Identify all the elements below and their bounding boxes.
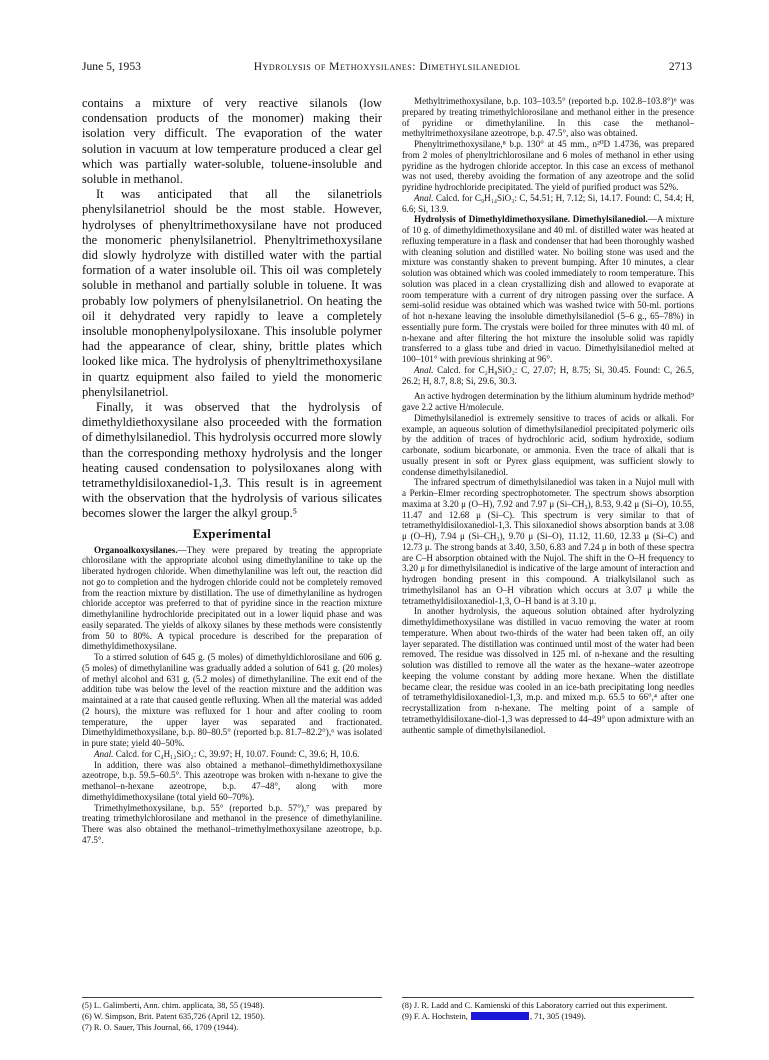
left-column: [82, 96, 382, 846]
footnotes-right: [402, 1000, 694, 1022]
anal-label: Anal.: [414, 364, 434, 375]
left-paragraph-1: contains a mixture of very reactive silanols (low condensation products of the monomer) making their isolation very difficult. The evaporation of the water solution in vacuum at low temperature produced a clear gel which was partially water-soluble, toluene-insoluble and soluble in methanol.: [82, 96, 382, 187]
subsection-heading-hydrolysis: Hydrolysis of Dimethyldimethoxysilane. Dimethylsilanediol.: [414, 214, 648, 225]
phenyltrimethoxysilane-paragraph: Phenyltrimethoxysilane,⁸ b.p. 130° at 45 mm., n²⁰D 1.4736, was prepared from 2 moles of phenyltrichlorosilane and 6 moles of methanol in ether using pyridine as the hydrogen chloride acceptor. In this case an excess of methanol was not used, thereby avoiding the formation of any azeotrope and the solid pyridine hydrochloride precipitated. The yield of purified product was 52%.: [402, 139, 694, 192]
analysis-phenyltrimethoxysilane: Calcd. for C₉H₁₄SiO₃: C, 54.51; H, 7.12; Si, 14.17. Found: C, 54.4; H, 6.6; Si, 13.9.: [402, 192, 694, 214]
anal-label: Anal.: [414, 192, 434, 203]
footnote-rule-right: [402, 997, 694, 998]
header-date: June 5, 1953: [82, 60, 141, 73]
sensitivity-paragraph: Dimethylsilanediol is extremely sensitive to traces of acids or alkali. For example, an aqueous solution of dimethylsilanediol precipitated polymeric oils by the addition of traces of hydrochloric acid, sodium hydroxide, sodium carbonate, sodium bicarbonate, or ammonia. Even the trace of alkali that is usually present in soft or Pyrex glass equipment, was sufficient slowly to condense dimethylsilanediol.: [402, 412, 694, 477]
left-paragraph-3: Finally, it was observed that the hydrolysis of dimethyldiethoxysilane also proceeded with the formation of dimethylsilanediol. This hydrolysis occurred more slowly than the corresponding methoxy hydrolysis and the longer heating caused condensation to polysiloxanes along with tetramethyldisiloxanediol-1,3. This result is in agreement with the observation that the hydrolysis of various silicates becomes slower the larger the alkyl group.⁵: [82, 400, 382, 521]
footnote-6: (6) W. Simpson, Brit. Patent 635,726 (April 12, 1950).: [82, 1012, 265, 1021]
redaction-box: [471, 1012, 529, 1020]
footnote-9: [402, 1011, 694, 1022]
infrared-paragraph: The infrared spectrum of dimethylsilanediol was taken in a Nujol mull with a Perkin–Elmer recording spectrophotometer. The spectrum shows absorption maxima at 3.20 μ (O–H), 7.92 and 7.97 μ (Si–CH₃), 8.53, 9.42 μ (Si–O), 10.55, 11.47 and 12.68 μ (Si–C). This spectrum is very similar to that of tetramethyldisiloxanediol-1,3. This siloxanediol shows absorption bands at 3.08 μ (O–H), 7.94 μ (Si–CH₃), 9.70 μ (Si–O), 11.12, 11.60, 12.33 μ (Si–C) and 12.73 μ. The strong bands at 3.40, 3.50, 6.83 and 7.24 μ in both of these spectra are C–H absorption obtained with the Nujol. The shift in the O–H frequency to 3.20 μ for dimethylsilanediol is indicative of the large amount of interaction and hydrogen bonding present in this compound. A trialkylsilanol such as trimethylsilanol has an O–H vibration which occurs at 3.07 μ while the tetramethyldisiloxanediol-1,3, O–H band is at 3.10 μ.: [402, 477, 694, 606]
footnotes-left: [82, 1000, 382, 1033]
header-title: Hydrolysis of Methoxysilanes: Dimethylsilanediol: [253, 60, 521, 73]
footnote-9-citation: , 71, 305 (1949).: [529, 1012, 586, 1021]
footnote-9-author: (9) F. A. Hochstein,: [402, 1012, 468, 1021]
procedure-paragraph: To a stirred solution of 645 g. (5 moles) of dimethyldichlorosilane and 606 g. (5 moles) of dimethylaniline was gradually added a solution of 641 g. (20 moles) of methyl alcohol and 631 g. (5.2 moles) of dimethylaniline. The exit end of the addition tube was below the level of the reaction mixture and the addition was maintained at a rate that caused gentle refluxing. When all the material was added (2 hours), the mixture was refluxed for 1 hour and after cooling to room temperature, the upper layer was separated and fractionated. Dimethyldimethoxysilane, b.p. 80–80.5° (reported b.p. 81.7–82.2°),⁶ was isolated in pure state; yield 40–50%.: [82, 652, 382, 749]
right-column: [402, 96, 694, 735]
anal-label: Anal.: [94, 748, 114, 759]
vacuum-hydrolysis-paragraph: In another hydrolysis, the aqueous solution obtained after hydrolyzing dimethyldimethoxysilane was distilled in vacuo removing the water at room temperature. When about two-thirds of the water had been taken off, an oily layer separated. The distillation was continued until most of the water had been removed. The residue was dissolved in 125 ml. of n-hexane and the resulting solution was distilled to remove all the water as the hexane–water azeotrope keeping the volume constant by adding more hexane. When the distillate became clear, the residue was cooled in an ice-bath precipitating long needles of tetramethyldisiloxanediol-1,3, m.p. and mixed m.p. 65.5 to 66°,⁴ after one recrystallization from n-hexane. The melting point of a sample of tetramethyldisiloxane-diol-1,3 was depressed to 44–49° upon admixture with an authentic sample of dimethylsilanediol.: [402, 606, 694, 735]
methyltrimethoxysilane-paragraph: Methyltrimethoxysilane, b.p. 103–103.5° (reported b.p. 102.8–103.8°)⁶ was prepared by treating trimethylchlorosilane and methanol either in the presence of pyridine or dimethylaniline. In this case the methanol–methyltrimethoxysilane azeotrope, b.p. 47.5°, also was obtained.: [402, 96, 694, 139]
footnote-rule-left: [82, 997, 382, 998]
analysis-dimethylsilanediol: Calcd. for C₂H₈SiO₂: C, 27.07; H, 8.75; Si, 30.45. Found: C, 26.5, 26.2; H, 8.7, 8.8; Si, 29.6, 30.3.: [402, 364, 694, 386]
section-heading-experimental: Experimental: [192, 526, 272, 541]
trimethylmethoxysilane-paragraph: Trimethylmethoxysilane, b.p. 55° (reported b.p. 57°),⁷ was prepared by treating trimethylchlorosilane and methanol in the presence of dimethylaniline. There was also obtained the methanol–trimethylmethoxysilane azeotrope, b.p. 47.5°.: [82, 802, 382, 845]
footnote-7: (7) R. O. Sauer, This Journal, 66, 1709 (1944).: [82, 1023, 239, 1032]
footnote-5: (5) L. Galimberti, Ann. chim. applicata, 38, 55 (1948).: [82, 1001, 265, 1010]
analysis-dimethyldimethoxysilane: Calcd. for C₄H₁₂SiO₂: C, 39.97; H, 10.07. Found: C, 39.6; H, 10.6.: [113, 748, 360, 759]
subsection-heading-organoalkoxysilanes: Organoalkoxysilanes.: [94, 544, 178, 555]
azeotrope-paragraph: In addition, there was also obtained a methanol–dimethyldimethoxysilane azeotrope, b.p. 59.5–60.5°. This azeotrope was broken with n-hexane to give the methanol–n-hexane azeotrope, b.p. 47–48°, along with more dimethyldimethoxysilane (total yield 60–70%).: [82, 759, 382, 802]
left-paragraph-2: It was anticipated that all the silanetriols phenylsilanetriol should be the most stable. However, hydrolyses of phenyltrimethoxysilane have not produced the monomeric phenylsilanetriol. Phenyltrimethoxysilane did slowly hydrolyze with distilled water with the partial formation of a water insoluble oil. This oil was completely soluble in methanol and partially soluble in toluene. It was probably low polymers of phenylsilanetriol. On heating the oil it dehydrated very rapidly to leave a completely insoluble monophenylpolysiloxane. This insoluble polymer had the appearance of clear, shiny, brittle plates which looked like mica. The hydrolysis of phenyltrimethoxysilane in quartz equipment also failed to yield the monomeric phenylsilanetriol.: [82, 187, 382, 399]
footnote-8: (8) J. R. Ladd and C. Kamienski of this Laboratory carried out this experiment.: [402, 1001, 668, 1010]
organoalkoxysilanes-text: —They were prepared by treating the appropriate chlorosilane with the appropriate alcohol using dimethylaniline to take up the liberated hydrogen chloride. When dimethylaniline was left out, the reaction did not go to completion and the hydrogen chloride could not be completely removed from the reaction mixture by distillation. The use of dimethylaniline as hydrogen chloride acceptor was preferred to that of pyridine since in the reaction mixture dimethylaniline hydrochloride precipitated out in a lower liquid phase and was easily separated. The yields of alkoxy silanes by these methods were consistently from 50 to 80%. A typical procedure is described for the preparation of dimethyldimethoxysilane.: [82, 544, 382, 652]
hydrolysis-text: —A mixture of 10 g. of dimethyldimethoxysilane and 40 ml. of distilled water was heated at refluxing temperature in a flask and condenser that had been thoroughly washed with cleaning solution and distilled water. No boiling stone was used and the mixture was constantly shaken to prevent bumping. After 10 minutes, a clear solution was obtained which was cooled immediately to room temperature. This solution was placed in a clean crystallizing dish and allowed to evaporate at room temperature with a current of dry nitrogen passing over the surface. A semi-solid residue was obtained which was washed twice with 50-ml. portions of hot n-hexane leaving the insoluble dimethylsilanediol (5–6 g., 65–78%) in essentially pure form. The crystals were boiled for three minutes with 40 ml. of n-hexane and after filtering the hot mixture the insoluble solid was rapidly transferred to a glass tube and dried in vacuo. Dimethylsilanediol melted at 100–101° with previous shrinking at 96°.: [402, 214, 694, 364]
active-hydrogen-paragraph: An active hydrogen determination by the lithium aluminum hydride method⁹ gave 2.2 active H/molecule.: [402, 391, 694, 412]
running-header: [82, 60, 692, 76]
page-number: 2713: [668, 60, 692, 73]
